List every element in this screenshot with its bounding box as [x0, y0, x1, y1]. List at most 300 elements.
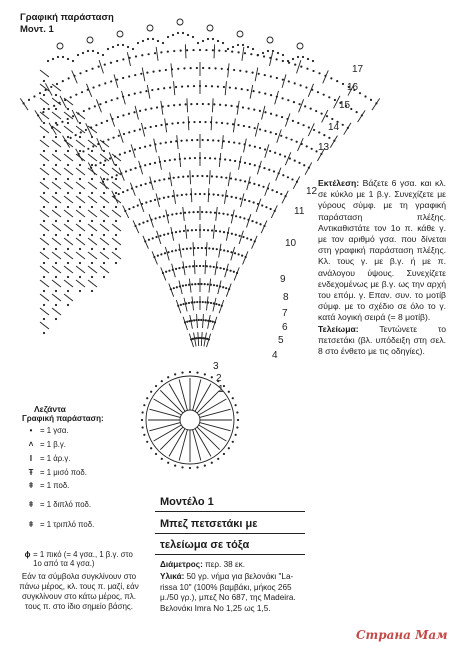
chain-dot: [52, 58, 54, 60]
chain-dot: [83, 110, 85, 112]
stitch-line: [88, 196, 97, 203]
chain-dot: [207, 301, 209, 303]
chain-dot: [189, 371, 191, 373]
chain-dot: [91, 136, 93, 138]
chain-dot: [194, 283, 196, 285]
chain-dot: [212, 321, 214, 323]
chain-dot: [115, 262, 117, 264]
chain-dot: [172, 34, 174, 36]
legend-symbol: ǂ: [28, 481, 34, 490]
chain-dot: [67, 276, 69, 278]
stitch-line: [265, 144, 269, 157]
chain-dot: [113, 195, 115, 197]
chain-dot: [43, 318, 45, 320]
chain-dot: [98, 65, 100, 67]
chain-dot: [145, 201, 147, 203]
chain-dot: [180, 212, 182, 214]
chain-dot: [79, 290, 81, 292]
chain-dot: [307, 58, 309, 60]
chain-dot: [168, 270, 170, 272]
chain-dot: [129, 57, 131, 59]
chain-dot: [179, 285, 181, 287]
chain-dot: [228, 288, 230, 290]
stitch-line: [64, 266, 73, 273]
chain-dot: [238, 142, 240, 144]
chain-dot: [188, 211, 190, 213]
chain-dot: [248, 107, 250, 109]
chain-dot: [75, 94, 77, 96]
chain-dot: [148, 53, 150, 55]
chain-dot: [270, 94, 272, 96]
chain-dot: [175, 140, 177, 142]
chain-dot: [167, 196, 169, 198]
chain-dot: [166, 123, 168, 125]
chain-dot: [229, 159, 231, 161]
chain-dot: [181, 85, 183, 87]
chain-dot: [139, 110, 141, 112]
chain-dot: [239, 198, 241, 200]
chain-dot: [214, 67, 216, 69]
execution-label: Εκτέλεση:: [318, 178, 360, 188]
stitch-line: [76, 210, 85, 217]
chain-dot: [128, 75, 130, 77]
chain-dot: [225, 104, 227, 106]
chain-dot: [170, 288, 172, 290]
chain-dot: [199, 265, 201, 267]
stitch-line: [282, 74, 286, 87]
chain-dot: [122, 77, 124, 79]
stitch-line: [88, 266, 97, 273]
chain-dot: [282, 79, 284, 81]
chain-dot: [87, 148, 89, 150]
chain-dot: [77, 112, 79, 114]
chain-dot: [243, 125, 245, 127]
chain-dot: [142, 40, 144, 42]
chain-dot: [282, 60, 284, 62]
chain-dot: [115, 220, 117, 222]
chain-dot: [162, 42, 164, 44]
chain-dot: [216, 266, 218, 268]
chain-dot: [286, 118, 288, 120]
legend-item: [22, 550, 134, 568]
stitch-line: [88, 224, 97, 231]
chain-dot: [120, 172, 122, 174]
chain-dot: [179, 158, 181, 160]
chain-dot: [191, 320, 193, 322]
row-number: 6: [282, 322, 288, 333]
stitch-line: [193, 242, 194, 256]
chain-dot: [342, 124, 344, 126]
chain-dot: [79, 122, 81, 124]
chain-dot: [90, 167, 92, 169]
chain-dot: [210, 121, 212, 123]
chain-dot: [105, 101, 107, 103]
chain-dot: [116, 60, 118, 62]
legend-note: Εάν τα σύμβολα συγκλίνουν στο πάνω μέρος, κλ. τους π. μαζί, εάν συγκλίνουν στο κάτω μέρος, πλ. τους π. στο ίδιο σημείο βάσης.: [19, 572, 139, 611]
legend-item: [22, 440, 66, 449]
chain-dot: [55, 122, 57, 124]
chain-dot: [154, 199, 156, 201]
chain-dot: [275, 133, 277, 135]
stitch-line: [52, 182, 61, 189]
stitch-line: [209, 170, 210, 184]
chain-dot: [55, 164, 57, 166]
stitch-line: [52, 238, 61, 245]
chain-dot: [193, 121, 195, 123]
chain-dot: [232, 397, 234, 399]
chain-dot: [187, 34, 189, 36]
chain-dot: [165, 141, 167, 143]
chain-dot: [250, 53, 252, 55]
stitch-line: [131, 144, 135, 157]
chain-dot: [328, 137, 330, 139]
chain-dot: [254, 240, 256, 242]
chain-dot: [177, 32, 179, 34]
chain-dot: [323, 134, 325, 136]
chain-dot: [254, 164, 256, 166]
chain-dot: [302, 124, 304, 126]
chain-dot: [294, 82, 296, 84]
chain-dot: [103, 234, 105, 236]
chain-dot: [188, 121, 190, 123]
chain-dot: [211, 462, 213, 464]
chain-dot: [195, 229, 197, 231]
stitch-line: [225, 81, 226, 95]
chain-dot: [92, 145, 94, 147]
chain-dot: [236, 411, 238, 413]
chain-dot: [324, 75, 326, 77]
chain-dot: [205, 85, 207, 87]
stitch-line: [40, 196, 49, 203]
picot: [237, 31, 243, 37]
chain-dot: [209, 265, 211, 267]
chain-dot: [82, 150, 84, 152]
model-title-line2: τελείωμα σε τόξα: [160, 539, 250, 551]
chain-dot: [42, 111, 44, 113]
chain-dot: [228, 141, 230, 143]
chain-dot: [171, 250, 173, 252]
chain-dot: [163, 215, 165, 217]
chain-dot: [270, 208, 272, 210]
chain-dot: [217, 194, 219, 196]
stitch-line: [165, 118, 167, 132]
chain-dot: [269, 150, 271, 152]
chain-dot: [192, 36, 194, 38]
chain-dot: [212, 248, 214, 250]
chain-dot: [92, 86, 94, 88]
chain-dot: [174, 465, 176, 467]
watermark: Страна Мам: [356, 628, 448, 642]
chain-dot: [298, 162, 300, 164]
chain-dot: [300, 84, 302, 86]
chain-dot: [241, 88, 243, 90]
chain-dot: [179, 230, 181, 232]
stitch-line: [76, 182, 85, 189]
chain-dot: [288, 80, 290, 82]
chain-dot: [217, 85, 219, 87]
chain-dot: [274, 152, 276, 154]
stitch-line: [52, 252, 61, 259]
chain-dot: [227, 68, 229, 70]
chain-dot: [75, 134, 77, 136]
chain-dot: [207, 320, 209, 322]
chain-dot: [189, 467, 191, 469]
stitch-line: [64, 196, 73, 203]
chain-dot: [305, 86, 307, 88]
chain-dot: [291, 178, 293, 180]
chain-dot: [55, 304, 57, 306]
chain-dot: [143, 434, 145, 436]
chain-dot: [117, 44, 119, 46]
chain-dot: [361, 114, 363, 116]
chain-dot: [55, 248, 57, 250]
chain-dot: [115, 234, 117, 236]
chain-dot: [164, 252, 166, 254]
chain-dot: [192, 175, 194, 177]
stitch-line: [52, 112, 61, 119]
chain-dot: [79, 206, 81, 208]
chain-dot: [55, 262, 57, 264]
chain-dot: [104, 63, 106, 65]
chain-dot: [79, 234, 81, 236]
chain-dot: [115, 248, 117, 250]
chain-dot: [116, 97, 118, 99]
chain-dot: [276, 96, 278, 98]
legend-symbol: I: [29, 454, 33, 463]
chain-dot: [72, 115, 74, 117]
legend-item: [22, 500, 91, 509]
chain-dot: [152, 71, 154, 73]
stitch-line: [193, 430, 201, 461]
chain-dot: [167, 36, 169, 38]
materials-line: [160, 572, 308, 614]
chain-dot: [158, 179, 160, 181]
chain-dot: [146, 441, 148, 443]
picot: [297, 43, 303, 49]
stitch-line: [174, 81, 175, 95]
chain-dot: [215, 230, 217, 232]
chain-dot: [140, 184, 142, 186]
execution-text: Βάζετε 6 γσα. και κλ. σε κύκλο με 1 β.γ. Συνεχίζετε με γύρους σύμφ. με τη γραφική παράσταση πλέξης. Αντικαθιστάτε τον 1ο π. κάθε γ. με τον αριθμό γσα. που δίνεται στη γραφική παράσταση πλέξης. Κλ. τους γ. με β.γ. ή με π. ανάλογου ύψους. Συνεχίζετε ενδεχομένως με β.γ. ως την αρχή του επόμ. γ. Επαν. συν. το μοτίβ σύμφ. με το σχέδιο σε όλο το γ. κατά λογική σειρά (= 8 μοτίβ).: [318, 178, 446, 323]
chain-dot: [209, 157, 211, 159]
stitch-line: [76, 280, 85, 287]
chain-dot: [103, 206, 105, 208]
stitch-line: [76, 168, 85, 175]
chain-dot: [180, 49, 182, 51]
chain-dot: [153, 256, 155, 258]
stitch-line: [246, 214, 250, 227]
chain-dot: [101, 122, 103, 124]
chain-dot: [167, 462, 169, 464]
chain-dot: [259, 110, 261, 112]
stitch-line: [88, 238, 97, 245]
chain-dot: [158, 198, 160, 200]
chain-dot: [310, 108, 312, 110]
chain-dot: [67, 164, 69, 166]
chain-dot: [162, 106, 164, 108]
materials-text: 50 γρ. νήμα για βελονάκι "La-rissa 10" (100% βαμβάκι, μήκος 265 μ./50 γρ.), μπεζ Νο 687, της Madeira. Βελονάκι Imra Νο 1,25 ως 1,5.: [160, 572, 296, 613]
chain-dot: [177, 68, 179, 70]
legend-text: = 1 διπλό ποδ.: [40, 500, 92, 509]
chain-dot: [313, 129, 315, 131]
chain-dot: [173, 287, 175, 289]
chain-dot: [150, 391, 152, 393]
chain-dot: [255, 222, 257, 224]
legend-title: Λεζάντα: [34, 404, 66, 414]
chain-dot: [55, 178, 57, 180]
chain-dot: [81, 91, 83, 93]
chain-dot: [110, 62, 112, 64]
legend-symbol: •: [29, 426, 33, 435]
stitch-line: [100, 224, 109, 231]
chain-dot: [318, 72, 320, 74]
chain-dot: [148, 239, 150, 241]
chain-dot: [67, 192, 69, 194]
chain-dot: [234, 160, 236, 162]
chain-dot: [39, 92, 41, 94]
stitch-line: [139, 199, 144, 212]
chain-dot: [227, 213, 229, 215]
chain-dot: [235, 234, 237, 236]
chain-dot: [102, 54, 104, 56]
legend-symbol: ǂ: [28, 500, 34, 509]
chain-dot: [267, 187, 269, 189]
stitch-line: [213, 225, 214, 239]
chain-dot: [115, 192, 117, 194]
stitch-line: [100, 140, 109, 147]
stitch-line: [100, 196, 109, 203]
chain-dot: [164, 160, 166, 162]
chain-dot: [217, 40, 219, 42]
chain-dot: [55, 150, 57, 152]
chain-dot: [157, 88, 159, 90]
row-number: 12: [306, 186, 318, 197]
chain-dot: [58, 102, 60, 104]
stitch-line: [88, 252, 97, 259]
chain-dot: [281, 97, 283, 99]
chain-dot: [202, 265, 204, 267]
row-number: 11: [294, 206, 305, 217]
chain-dot: [198, 319, 200, 321]
chain-dot: [206, 265, 208, 267]
chain-dot: [67, 262, 69, 264]
stitch-line: [88, 280, 97, 287]
chain-dot: [128, 113, 130, 115]
chain-dot: [202, 103, 204, 105]
chain-dot: [55, 276, 57, 278]
chain-dot: [47, 60, 49, 62]
chain-dot: [282, 54, 284, 56]
chain-dot: [229, 270, 231, 272]
chain-dot: [263, 225, 265, 227]
chain-dot: [163, 197, 165, 199]
stitch-line: [241, 193, 244, 207]
stitch-line: [224, 190, 226, 204]
stitch-line: [170, 172, 172, 186]
chain-dot: [257, 203, 259, 205]
chain-dot: [317, 91, 319, 93]
stitch-line: [149, 409, 180, 417]
chain-dot: [182, 176, 184, 178]
chain-dot: [246, 237, 248, 239]
chain-dot: [64, 99, 66, 101]
chain-dot: [149, 163, 151, 165]
stitch-line: [233, 118, 235, 132]
chain-dot: [217, 140, 219, 142]
chain-dot: [132, 48, 134, 50]
chain-dot: [253, 201, 255, 203]
chain-dot: [197, 175, 199, 177]
chain-dot: [141, 203, 143, 205]
chain-dot: [231, 233, 233, 235]
chain-dot: [238, 253, 240, 255]
chain-dot: [87, 89, 89, 91]
stitch-line: [52, 294, 61, 301]
stitch-line: [228, 172, 230, 186]
finishing-text: Τεντώνετε το πετσετάκι (βλ. υπόδειξη στη σελ. 8 στο ένθετο με τις οδηγίες).: [318, 323, 446, 357]
model-number: Μοντέλο 1: [160, 496, 214, 508]
stitch-line: [64, 182, 73, 189]
chain-dot: [297, 122, 299, 124]
chain-dot: [281, 116, 283, 118]
stitch-line: [156, 193, 159, 207]
chain-dot: [185, 302, 187, 304]
chain-dot: [201, 211, 203, 213]
model-label: Μοντ. 1: [20, 24, 54, 35]
chain-dot: [103, 150, 105, 152]
chain-dot: [276, 77, 278, 79]
chain-dot: [199, 85, 201, 87]
stitch-line: [179, 379, 187, 410]
stitch-line: [297, 60, 301, 73]
chain-dot: [111, 99, 113, 101]
chain-dot: [23, 102, 25, 104]
stitch-line: [112, 182, 121, 189]
chain-dot: [186, 49, 188, 51]
chain-dot: [296, 141, 298, 143]
stitch-line: [64, 252, 73, 259]
chain-dot: [161, 458, 163, 460]
chain-dot: [176, 194, 178, 196]
legend-text: = 1 πικό (= 4 γσα., 1 β.γ. στο 1ο από τα 4 γσα.): [33, 550, 133, 568]
chain-dot: [204, 283, 206, 285]
chain-dot: [163, 178, 165, 180]
chain-dot: [205, 49, 207, 51]
chain-dot: [234, 252, 236, 254]
chain-dot: [267, 50, 269, 52]
stitch-line: [40, 322, 49, 329]
chain-dot: [197, 211, 199, 213]
chain-dot: [230, 105, 232, 107]
chain-dot: [80, 131, 82, 133]
chain-dot: [202, 319, 204, 321]
chain-dot: [146, 397, 148, 399]
chain-dot: [200, 319, 202, 321]
chain-dot: [55, 318, 57, 320]
chain-dot: [301, 143, 303, 145]
chain-dot: [155, 385, 157, 387]
stitch-line: [114, 74, 118, 87]
chain-dot: [225, 50, 227, 52]
stitch-line: [76, 266, 85, 273]
chain-dot: [188, 320, 190, 322]
chain-dot: [182, 266, 184, 268]
chain-dot: [253, 183, 255, 185]
chain-dot: [155, 217, 157, 219]
chain-dot: [109, 157, 111, 159]
chain-dot: [67, 206, 69, 208]
chain-dot: [202, 40, 204, 42]
